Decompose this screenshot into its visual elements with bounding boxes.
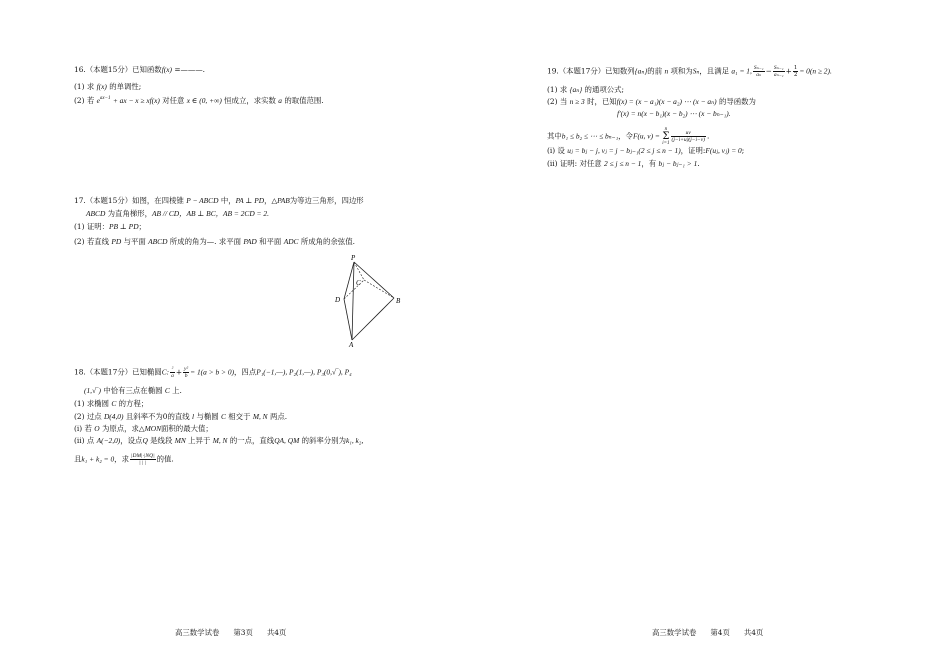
edge-DA bbox=[344, 299, 352, 340]
q17-line1: 17.（本题15分）如图，在四棱锥 P − ABCD 中，PA ⊥ PD，△PAB为等边三角形，四边形 bbox=[74, 196, 364, 205]
label-D: D bbox=[335, 296, 341, 304]
q19-part2-ii: (ii) 证明: 对任意 2 ≤ j ≤ n − 1，有 bⱼ − bⱼ₋₁ > 1. bbox=[547, 159, 700, 168]
q17-part1: (1) 证明：PB ⊥ PD； bbox=[74, 222, 146, 231]
q19-part1: (1) 求 {aₙ} 的通项公式; bbox=[547, 85, 624, 94]
q18-part2-i: (i) 若 O 为原点，求△MON面积的最大值； bbox=[74, 424, 213, 433]
edge-CB bbox=[364, 280, 394, 298]
q16-part2: (2) 若 $e^{ax-1}$ + ax − x ≥ xf(x) 对任意 x ∈ (0, +∞) 恒成立，求实数 a 的取值范围. bbox=[74, 96, 324, 105]
edge-PC bbox=[354, 262, 364, 280]
q18-part2-ii: (ii) 点 A(−2,0)，设点Q 是线段 MN 上异于 M, N 的一点，直线QA, QM 的斜率分别为k₁, k₂, bbox=[74, 436, 364, 445]
q18-part2: (2) 过点 D(4,0) 且斜率不为0的直线 l 与椭圆 C 相交于 M, N 两点. bbox=[74, 412, 288, 421]
sum-lower: i=1 bbox=[662, 141, 670, 146]
q16-head: 16.（本题15分）已知函数f(x) =———. bbox=[74, 65, 206, 74]
label-A: A bbox=[349, 341, 354, 348]
q16-part1: (1) 求 f(x) 的单调性; bbox=[74, 82, 142, 91]
edge-DC bbox=[344, 280, 364, 299]
label-B: B bbox=[396, 297, 401, 305]
right-footer: 高三数学试卷 第4页 共4页 bbox=[652, 628, 764, 637]
edge-PD bbox=[344, 262, 354, 299]
sum-sigma: Σ bbox=[662, 131, 670, 142]
q19-derivative: f′(x) = n(x − b₁)(x − b₂) ⋯ (x − bₙ₋₁). bbox=[617, 109, 731, 118]
sum-upper: n bbox=[664, 127, 668, 132]
q17-line2: ABCD 为直角梯形，AB // CD，AB ⊥ BC，AB = 2CD = 2. bbox=[86, 209, 269, 218]
edge-PA bbox=[352, 262, 354, 340]
pyramid-figure bbox=[332, 252, 412, 348]
q18-last: 且k₁ + k₂ = 0，求 $\frac{|DM|\cdot|NQ|}{| | |}$ 的值. bbox=[74, 453, 174, 466]
left-footer: 高三数学试卷 第3页 共4页 bbox=[175, 628, 287, 637]
label-P: P bbox=[351, 254, 356, 262]
q18-line2: (1,√‾) 中恰有三点在椭圆 C 上. bbox=[84, 386, 182, 395]
q18-part1: (1) 求椭圆 C 的方程； bbox=[74, 399, 149, 408]
q19-part2: (2) 当 n ≥ 3 时，已知f(x) = (x − a₁)(x − a₂) ⋯ (x − aₙ) 的导函数为 bbox=[547, 97, 756, 106]
q18-line1: 18.（本题17分）已知椭圆C: $\frac{\text{²}}{a}$ + $\frac{\text{y²}}{b}$ = 1(a > b > 0)，四点P₁(−1,—), P₂(1,—), P₃(0,√‾), P₄ bbox=[74, 366, 352, 379]
label-C: C bbox=[356, 279, 361, 287]
q19-part2-i: (i) 设 uⱼ = bⱼ − j, vⱼ = j − bⱼ₋₁(2 ≤ j ≤ n − 1)，证明:F(uⱼ, vⱼ) = 0; bbox=[547, 146, 745, 155]
edge-AB bbox=[352, 298, 394, 340]
q19-line1: 19.（本题17分）已知数列{aₙ}的前 n 项和为Sₙ，且满足 a₁ = 1, $\frac{\text{Sₙ₋₁}}{\text{aₙ}}$ − $\frac{\text{Sₙ₋₁}}{\text{aₙ₋₁}}$ + $\frac{1}{2}$ = 0(n ≥ 2). bbox=[547, 65, 832, 78]
q17-part2: (2) 若直线 PD 与平面 ABCD 所成的角为—. 求平面 PAD 和平面 ADC 所成角的余弦值. bbox=[74, 237, 355, 246]
q19-define-F: 其中b₁ ≤ b₂ ≤ ⋯ ≤ bₙ₋₁，令F(u, v) = n Σ i=1 $\frac{uv}{(j-i+u)(j-i-v)}$ . bbox=[547, 127, 710, 146]
